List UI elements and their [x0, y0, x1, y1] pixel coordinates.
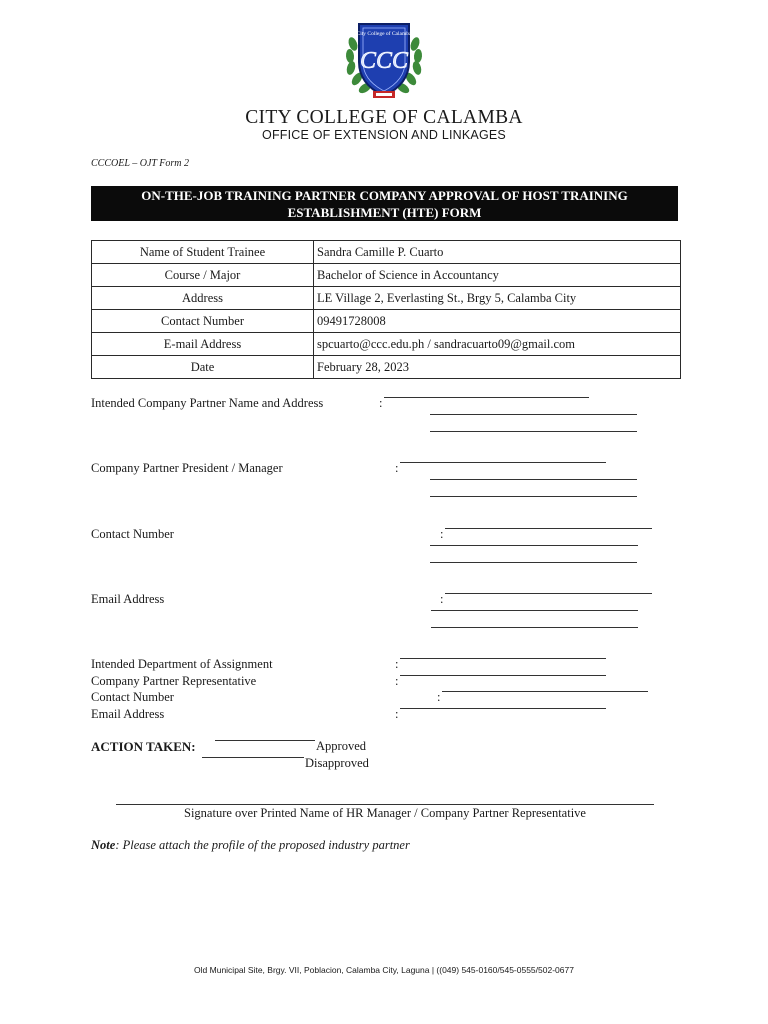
colon: : — [395, 657, 399, 671]
email-address-line-2[interactable] — [431, 610, 638, 611]
row-value: LE Village 2, Everlasting St., Brgy 5, Calamba City — [314, 287, 681, 310]
department-line[interactable] — [400, 658, 606, 659]
approved-line[interactable] — [215, 740, 315, 741]
representative-label: Company Partner Representative — [91, 674, 257, 688]
form-code: CCCOEL – OJT Form 2 — [91, 158, 189, 169]
president-manager-label: Company Partner President / Manager — [91, 461, 283, 475]
note-prefix: Note — [91, 838, 116, 852]
signature-line[interactable] — [116, 804, 654, 805]
email-address-line-3[interactable] — [431, 627, 638, 628]
table-row — [92, 310, 681, 333]
president-manager-line-2[interactable] — [430, 479, 637, 480]
colon: : — [437, 690, 441, 704]
table-row — [92, 333, 681, 356]
row-label: Contact Number — [92, 310, 314, 333]
rep-email-address-line[interactable] — [400, 708, 606, 709]
note — [91, 838, 410, 853]
approved-label: Approved — [316, 739, 366, 753]
email-address-line-1[interactable] — [445, 593, 652, 594]
contact-number-line-1[interactable] — [445, 528, 652, 529]
note-text: : Please attach the profile of the proposed industry partner — [115, 838, 410, 852]
form-title-banner — [91, 186, 678, 221]
contact-number-label: Contact Number — [91, 527, 174, 541]
row-label: Course / Major — [92, 264, 314, 287]
row-value: spcuarto@ccc.edu.ph / sandracuarto09@gmail.com — [314, 333, 681, 356]
rep-contact-number-line[interactable] — [442, 691, 648, 692]
trainee-info-table — [91, 240, 681, 379]
president-manager-line-1[interactable] — [400, 462, 606, 463]
action-taken-label: ACTION TAKEN: — [91, 739, 196, 754]
row-value: February 28, 2023 — [314, 356, 681, 379]
colon: : — [440, 592, 444, 606]
representative-line[interactable] — [400, 675, 606, 676]
signature-label: Signature over Printed Name of HR Manager / Company Partner Representative — [184, 806, 586, 820]
college-name: CITY COLLEGE OF CALAMBA — [245, 107, 523, 128]
colon: : — [440, 527, 444, 541]
department-label: Intended Department of Assignment — [91, 657, 273, 671]
table-row — [92, 241, 681, 264]
row-label: Address — [92, 287, 314, 310]
email-address-label: Email Address — [91, 592, 165, 606]
footer-address: Old Municipal Site, Brgy. VII, Poblacion, Calamba City, Laguna | ((049) 545-0160/545-0555/502-0677 — [194, 965, 574, 975]
company-name-line-1[interactable] — [384, 397, 589, 398]
row-value: Sandra Camille P. Cuarto — [314, 241, 681, 264]
row-label: Name of Student Trainee — [92, 241, 314, 264]
contact-number-line-3[interactable] — [430, 562, 637, 563]
rep-email-address-label: Email Address — [91, 707, 165, 721]
svg-text:City College of Calamba: City College of Calamba — [356, 31, 412, 37]
colon: : — [379, 396, 383, 410]
table-row — [92, 287, 681, 310]
svg-text:CCC: CCC — [359, 48, 409, 74]
row-value: Bachelor of Science in Accountancy — [314, 264, 681, 287]
colon: : — [395, 707, 399, 721]
row-label: Date — [92, 356, 314, 379]
table-row — [92, 264, 681, 287]
form-title-line2: ESTABLISHMENT (HTE) FORM — [287, 205, 482, 220]
colon: : — [395, 461, 399, 475]
rep-contact-number-label: Contact Number — [91, 690, 174, 704]
contact-number-line-2[interactable] — [430, 545, 638, 546]
company-name-address-label: Intended Company Partner Name and Address — [91, 396, 324, 410]
row-label: E-mail Address — [92, 333, 314, 356]
company-name-line-2[interactable] — [430, 414, 637, 415]
table-row — [92, 356, 681, 379]
colon: : — [395, 674, 399, 688]
company-name-line-3[interactable] — [430, 431, 637, 432]
office-name: OFFICE OF EXTENSION AND LINKAGES — [262, 128, 506, 142]
form-title-line1: ON-THE-JOB TRAINING PARTNER COMPANY APPROVAL OF HOST TRAINING — [141, 188, 628, 203]
president-manager-line-3[interactable] — [430, 496, 637, 497]
row-value: 09491728008 — [314, 310, 681, 333]
disapproved-line[interactable] — [202, 757, 304, 758]
disapproved-label: Disapproved — [305, 756, 369, 770]
college-seal-logo — [343, 18, 425, 102]
